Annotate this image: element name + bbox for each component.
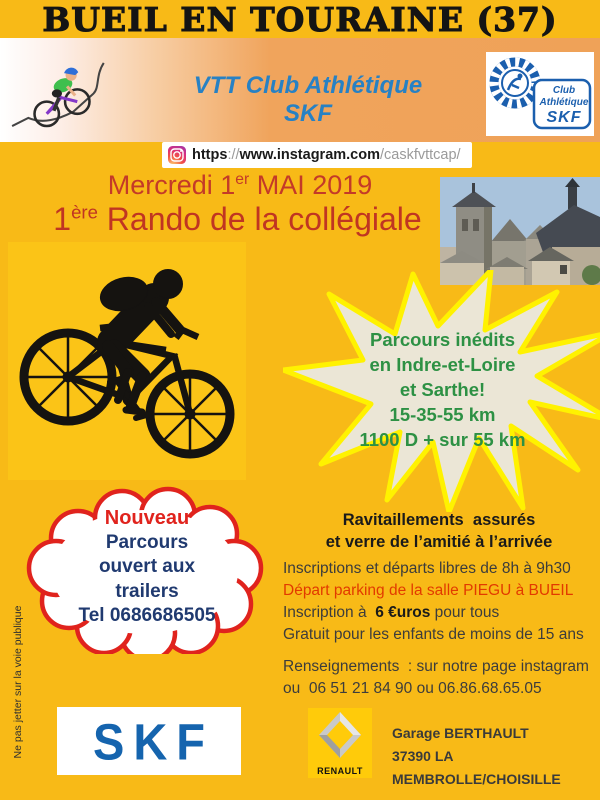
starburst-line: et Sarthe! [399, 379, 486, 400]
starburst-line: Parcours inédits [370, 329, 515, 350]
garage-name: Garage BERTHAULT [392, 725, 529, 741]
bubble-line-nouveau: Nouveau [104, 507, 190, 529]
mtb-rider-photo [8, 242, 246, 480]
starburst-line: en Indre-et-Loire [369, 354, 516, 375]
collegiale-church-photo [440, 177, 600, 285]
garage-address [392, 722, 597, 791]
info-line-prix: Inscription à 6 €uros pour tous [283, 604, 500, 621]
bubble-line: ouvert aux [98, 556, 196, 577]
poster-title: BUEIL EN TOURAINE (37) [42, 0, 558, 39]
skf-logo [57, 707, 241, 775]
club-logo-line3: SKF [546, 109, 582, 126]
event-info [283, 509, 595, 700]
mtb-rider-silhouette [8, 242, 246, 480]
info-line-inscriptions: Inscriptions et départs libres de 8h à 9h30 [283, 560, 571, 577]
bubble-text [36, 506, 258, 629]
bubble-line-phone: Tel 0686686505 [78, 605, 216, 626]
bubble-line: trailers [115, 580, 179, 602]
starburst-text [300, 327, 585, 452]
club-banner [0, 38, 600, 142]
club-logo-line2: Athlétique [539, 97, 589, 108]
event-date: Mercredi 1er MAI 2019 [107, 170, 373, 200]
info-line-depart: Départ parking de la salle PIEGU à BUEIL [283, 582, 574, 599]
kid-cyclist-illustration [6, 52, 118, 140]
instagram-icon [168, 146, 186, 164]
event-title: 1ère Rando de la collégiale [53, 201, 422, 237]
bubble-line: Parcours [105, 531, 189, 553]
skf-logo-text: SKF [93, 712, 214, 770]
renault-diamond-icon [318, 711, 362, 759]
legal-note-vertical: Ne pas jetter sur la voie publique [12, 605, 24, 759]
club-athletique-skf-logo [486, 52, 594, 136]
garage-city: 37390 LA MEMBROLLE/CHOISILLE [392, 748, 561, 787]
club-name: VTT Club Athlétique SKF [193, 72, 423, 127]
info-heading-2: et verre de l’amitié à l’arrivée [325, 533, 553, 551]
renault-logo-text: RENAULT [317, 766, 363, 776]
instagram-bar [162, 142, 472, 168]
club-logo-line1: Club [552, 85, 576, 96]
poster-title-band [0, 0, 600, 38]
info-line-phones: ou 06 51 21 84 90 ou 06.86.68.65.05 [283, 680, 542, 697]
starburst-line: 1100 D + sur 55 km [359, 429, 526, 450]
info-line-renseignements: Renseignements : sur notre page instagram [283, 658, 589, 675]
info-heading-1: Ravitaillements assurés [342, 511, 536, 529]
info-line-gratuit: Gratuit pour les enfants de moins de 15 ans [283, 626, 584, 643]
instagram-url: https://www.instagram.com/caskfvttcap/ [192, 147, 461, 163]
starburst-line: 15-35-55 km [389, 404, 496, 425]
renault-logo [308, 708, 372, 778]
